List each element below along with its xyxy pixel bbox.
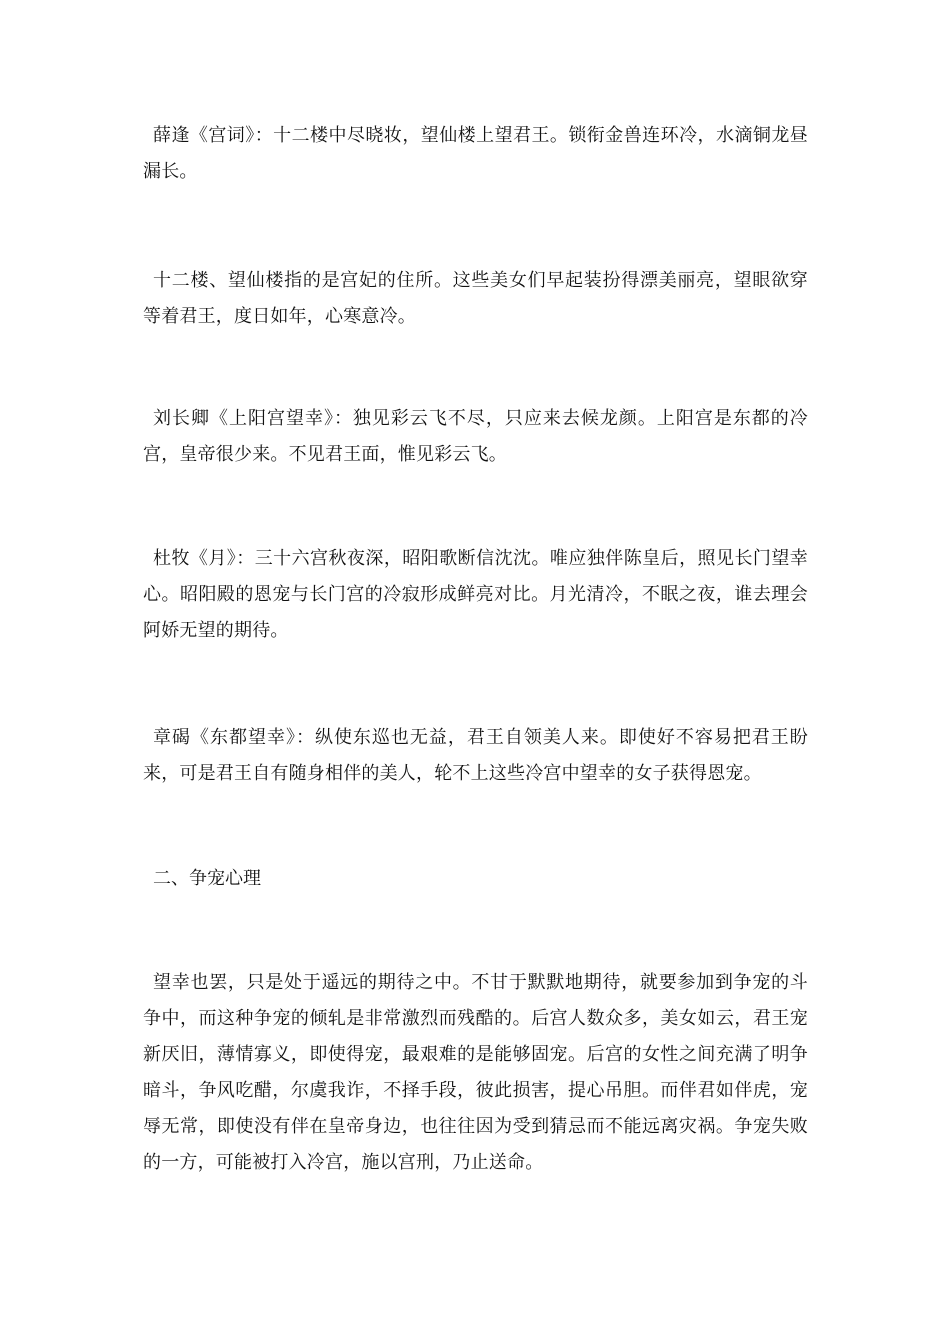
paragraph-liu-changqing-poem: 刘长卿《上阳宫望幸》：独见彩云飞不尽，只应来去候龙颜。上阳宫是东都的冷宫，皇帝很少来。不见君王面，惟见彩云飞。 — [143, 408, 808, 465]
paragraph-du-mu-poem: 杜牧《月》：三十六宫秋夜深，昭阳歌断信沈沈。唯应独伴陈皇后，照见长门望幸心。昭阳殿的恩宠与长门宫的冷寂形成鲜亮对比。月光清冷，不眠之夜，谁去理会阿娇无望的期待。 — [143, 548, 808, 641]
paragraph-rivalry: 望幸也罢，只是处于遥远的期待之中。不甘于默默地期待，就要参加到争宠的斗争中，而这种争宠的倾轧是非常激烈而残酷的。后宫人数众多，美女如云，君王宠新厌旧，薄情寡义，即使得宠，最艰难的是能够固宠。后宫的女性之间充满了明争暗斗，争风吃醋，尔虞我诈，不择手段，彼此损害，提心吊胆。而伴君如伴虎，宠辱无常，即使没有伴在皇帝身边，也往往因为受到猜忌而不能远离灾祸。争宠失败的一方，可能被打入冷宫，施以宫刑，乃止送命。 — [143, 972, 808, 1173]
section-heading: 二、争宠心理 — [153, 868, 261, 889]
paragraph-zhang-jie-poem: 章碣《东都望幸》：纵使东巡也无益，君王自领美人来。即使好不容易把君王盼来，可是君王自有随身相伴的美人，轮不上这些冷宫中望幸的女子获得恩宠。 — [143, 727, 808, 784]
paragraph-twelve-towers: 十二楼、望仙楼指的是宫妃的住所。这些美女们早起装扮得漂美丽亮，望眼欲穿等着君王，度日如年，心寒意冷。 — [143, 270, 808, 327]
paragraph-xue-feng-poem: 薛逢《宫词》：十二楼中尽晓妆，望仙楼上望君王。锁衔金兽连环冷，水滴铜龙昼漏长。 — [143, 125, 808, 182]
